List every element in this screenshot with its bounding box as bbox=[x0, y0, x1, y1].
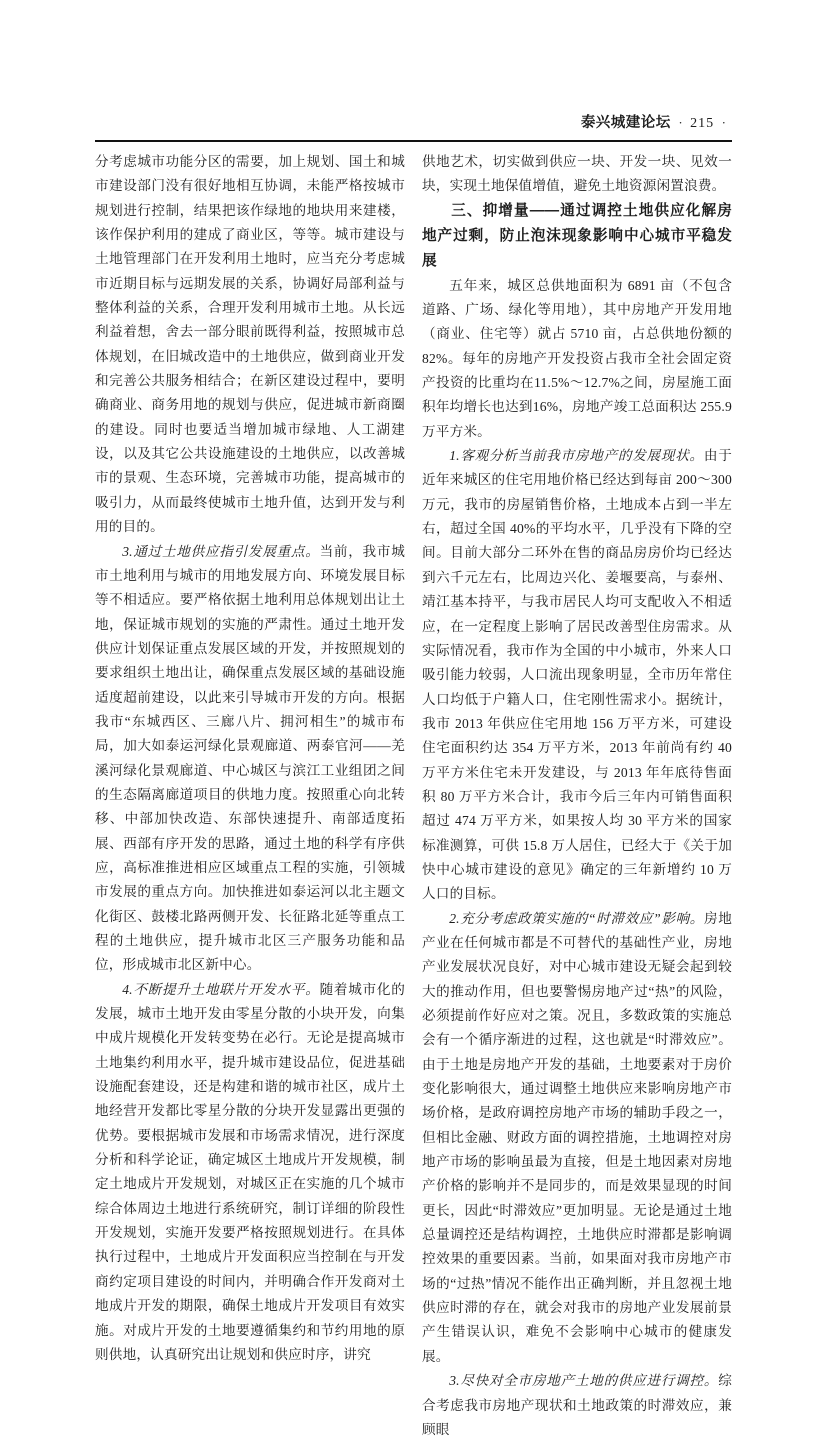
paragraph-lead: 2.充分考虑政策实施的“时滞效应”影响。 bbox=[449, 910, 704, 926]
header-rule bbox=[95, 140, 732, 142]
paragraph-text: 分考虑城市功能分区的需要，加上规划、国土和城市建设部门没有很好地相互协调，未能严格按城市规划进行控制，结果把该作绿地的地块用来建楼，该作保护利用的建成了商业区，等等。城市建设与土地管理部门在开发利用土地时，应当充分考虑城市近期目标与远期发展的关系，协调好局部利益与整体利益的关系，合理开发利用城市土地。从长远利益着想，舍去一部分眼前既得利益，按照城市总体规划，在旧城改造中的土地供应，做到商业开发和完善公共服务相结合；在新区建设过程中，要明确商业、商务用地的规划与供应，促进城市新商圈的建设。同时也要适当增加城市绿地、人工湖建设，以及其它公共设施建设的土地供应，以改善城市的景观、生态环境，完善城市功能，提高城市的吸引力，从而最终使城市土地升值，达到开发与利用的目的。 bbox=[95, 154, 405, 535]
page-number-dot-right: · bbox=[721, 115, 726, 130]
paragraph-lead: 3.尽快对全市房地产土地的供应进行调控。 bbox=[449, 1373, 719, 1389]
paragraph-lead: 4.不断提升土地联片开发水平。 bbox=[122, 981, 320, 997]
paragraph-text: 随着城市化的发展，城市土地开发由零星分散的小块开发，向集中成片规模化开发转变势在必行。无论是提高城市土地集约利用水平，提升城市建设品位，促进基础设施配套建设，还是构建和谐的城市社区，成片土地经营开发都比零星分散的分块开发显露出更强的优势。要根据城市发展和市场需求情况，进行深度分析和科学论证，确定城区土地成片开发规模，制定土地成片开发规划，对城区正在实施的几个城市综合体周边土地进行系统研究，制订详细的阶段性开发规划，实施开发要严格按照规划进行。在具体执行过程中，土地成片开发面积应当控制在与开发商约定项目建设的时间内，并明确合作开发商对土地成片开发的期限，确保土地成片开发项目有效实施。对成片开发的土地要遵循集约和节约用地的原则供地，认真研究出让规划和供应时序，讲究 bbox=[95, 981, 405, 1362]
right-column bbox=[422, 150, 732, 1442]
paragraph-stats bbox=[422, 274, 732, 444]
paragraph-point-2 bbox=[422, 907, 732, 1370]
paragraph-point-3 bbox=[422, 1369, 732, 1442]
paragraph-text: 房地产业在任何城市都是不可替代的基础性产业，房地产业发展状况良好，对中心城市建设无疑会起到较大的推动作用，但也要警惕房地产过“热”的风险，必须提前作好应对之策。况且，多数政策的实施总会有一个循序渐进的过程，这也就是“时滞效应”。由于土地是房地产开发的基础，土地要素对于房价变化影响很大，通过调整土地供应来影响房地产市场价格，是政府调控房地产市场的辅助手段之一，但相比金融、财政方面的调控措施，土地调控对房地产市场的影响虽最为直接，但是土地因素对房地产价格的影响并不是同步的，而是效果显现的时间更长，因此“时滞效应”更加明显。无论是通过土地总量调控还是结构调控，土地供应时滞都是影响调控效果的重要因素。当前，如果面对我市房地产市场的“过热”情况不能作出正确判断，并且忽视土地供应时滞的存在，就会对我市的房地产业发展前景产生错误认识，难免不会影响中心城市的健康发展。 bbox=[422, 910, 732, 1364]
paragraph-point-1 bbox=[422, 444, 732, 907]
paragraph-continuation bbox=[422, 150, 732, 199]
paragraph-text: 当前，我市城市土地利用与城市的用地发展方向、环境发展目标等不相适应。要严格依据土地利用总体规划出让土地，保证城市规划的实施的严肃性。通过土地开发供应计划保证重点发展区域的开发，并按照规划的要求组织土地出让，确保重点发展区域的基础设施适度超前建设，以此来引导城市开发的方向。根据我市“东城西区、三廊八片、拥河相生”的城市布局，加大如泰运河绿化景观廊道、两泰官河——羌溪河绿化景观廊道、中心城区与滨江工业组团之间的生态隔离廊道项目的供地力度。按照重心向北转移、中部加快改造、东部快速提升、南部适度拓展、西部有序开发的思路，通过土地的科学有序供应，高标准推进相应区域重点工程的实施，引领城市发展的重点方向。加快推进如泰运河以北主题文化街区、鼓楼北路两侧开发、长征路北延等重点工程的土地供应，提升城市北区三产服务功能和品位，形成城市北区新中心。 bbox=[95, 543, 405, 973]
left-column bbox=[95, 150, 405, 1442]
paragraph-text: 五年来，城区总供地面积为 6891 亩（不包含道路、广场、绿化等用地），其中房地产开发用地（商业、住宅等）就占 5710 亩，占总供地份额的 82%。每年的房地产开发投资占我市全社会固定资产投资的比重均在11.5%～12.7%之间，房屋施工面积年均增长也达到16%，房地产竣工总面积达 255.9 万平方米。 bbox=[422, 277, 732, 439]
paragraph-point-4 bbox=[95, 978, 405, 1368]
paragraph-continuation bbox=[95, 150, 405, 540]
page-number-dot-left: · bbox=[678, 115, 683, 130]
paragraph-lead: 3.通过土地供应指引发展重点。 bbox=[122, 543, 320, 559]
running-head bbox=[95, 112, 732, 135]
journal-title: 泰兴城建论坛 bbox=[580, 115, 671, 131]
paragraph-text: 供地艺术，切实做到供应一块、开发一块、见效一块，实现土地保值增值，避免土地资源闲置浪费。 bbox=[422, 154, 732, 194]
paragraph-text: 由于近年来城区的住宅用地价格已经达到每亩 200～300 万元，我市的房屋销售价格，土地成本占到一半左右，超过全国 40%的平均水平，几乎没有下降的空间。目前大部分二环外在售的商品房房价均已经达到六千元左右，比周边兴化、姜堰要高，与泰州、靖江基本持平，与我市居民人均可支配收入不相适应，在一定程度上影响了居民改善型住房需求。从实际情况看，我市作为全国的中小城市，外来人口吸引能力较弱，人口流出现象明显，全市历年常住人口均低于户籍人口，住宅刚性需求小。据统计，我市 2013 年供应住宅用地 156 万平方米，可建设住宅面积约达 354 万平方米，2013 年前尚有约 40 万平方米住宅未开发建设，与 2013 年年底待售面积 80 万平方米合计，我市今后三年内可销售面积超过 474 万平方米，如果按人均 30 平方米的国家标准测算，可供 15.8 万人居住，已经大于《关于加快中心城市建设的意见》确定的三年新增约 10 万人口的目标。 bbox=[422, 448, 732, 902]
paragraph-text: 综合考虑我市房地产现状和土地政策的时滞效应，兼顾眼 bbox=[422, 1373, 732, 1437]
paragraph-lead: 1.客观分析当前我市房地产的发展现状。 bbox=[449, 448, 704, 464]
page-number: 215 bbox=[690, 116, 715, 131]
two-column-layout bbox=[95, 150, 732, 1442]
section-heading: 三、抑增量——通过调控土地供应化解房地产过剩，防止泡沫现象影响中心城市平稳发展 bbox=[422, 202, 732, 269]
page-content bbox=[95, 112, 732, 1442]
paragraph-point-3 bbox=[95, 540, 405, 978]
